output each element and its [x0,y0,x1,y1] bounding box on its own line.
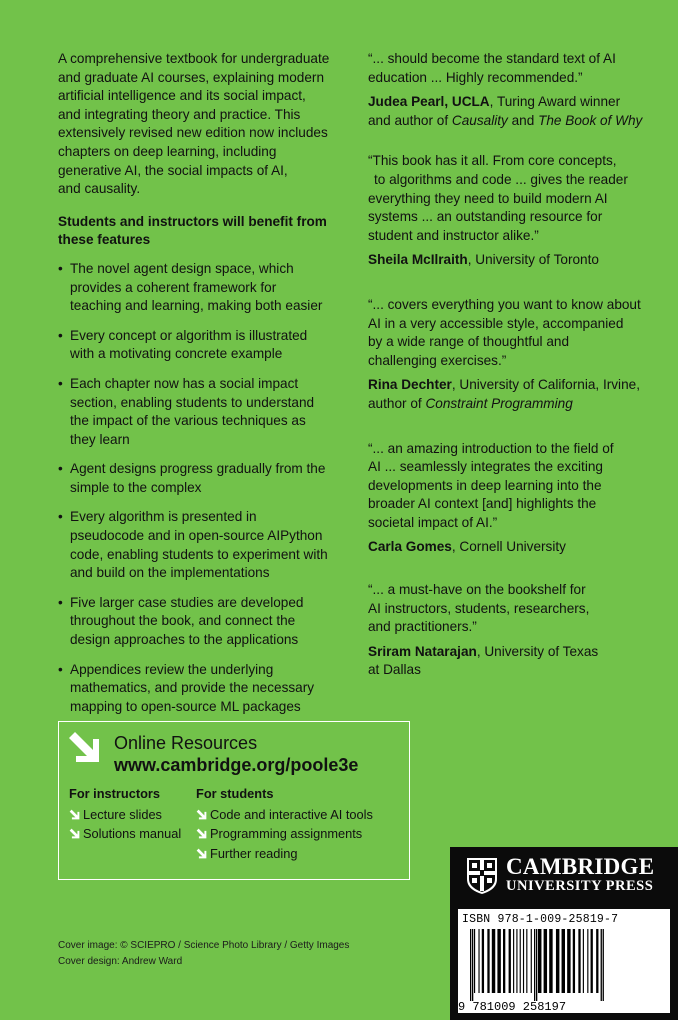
barcode-bar [497,929,500,993]
arrow-down-right-icon [196,828,207,839]
endorsement-quote [368,152,664,270]
barcode-bar [583,929,584,993]
quote-attribution: Sriram Natarajan, University of Texas at Dallas [368,643,599,678]
resource-item: Lecture slides [69,805,181,825]
feature-item: • Every algorithm is presented in pseudocode and in open-source AIPython code, enabling students to experiment with and build on the implementations [58,508,348,582]
endorsement-quote [368,440,664,558]
feature-item: • The novel agent design space, which provides a coherent framework for teaching and learning, making both easier [58,260,348,316]
arrow-down-right-icon [69,828,80,839]
quote-text: “... a must-have on the bookshelf for AI instructors, students, researchers, and practitioners.” [368,582,590,635]
barcode-guard-bar [534,929,535,1001]
instructors-resources [69,784,181,844]
features-heading: Students and instructors will benefit from these features [58,213,327,248]
arrow-down-right-icon [196,848,207,859]
endorsements-column [368,50,664,698]
quote-text: “This book has it all. From core concepts, to algorithms and code ... gives the reader everything they need to build modern AI systems ... an outstanding resource for student and instructor alike.” [368,153,628,243]
barcode-bar [503,929,505,993]
students-heading: For students [196,786,274,801]
publisher-panel [450,847,678,1020]
feature-item: • Each chapter now has a social impact section, enabling students to understand the impact of the various techniques as they learn [58,375,348,449]
barcode-bar [520,929,521,993]
students-resources [196,784,373,863]
barcode-bar [573,929,575,993]
features-list [58,260,348,716]
arrow-down-right-icon [69,809,80,820]
cover-design-credit: Cover design: Andrew Ward [58,955,183,967]
barcode-bar [567,929,570,993]
online-resources-box [58,721,410,880]
online-resources-title: Online Resources [114,733,258,753]
online-resources-url[interactable]: www.cambridge.org/poole3e [114,755,359,775]
barcode-bar [562,929,565,993]
cover-image-credit: Cover image: © SCIEPRO / Science Photo Library / Getty Images [58,940,350,951]
endorsement-quote [368,50,664,130]
isbn-barcode [458,909,670,1013]
barcode-bar [482,929,484,993]
barcode-bar [487,929,489,993]
barcode-bar [596,929,598,993]
instructors-heading: For instructors [69,786,161,801]
barcode-bar [492,929,495,993]
quote-text: “... an amazing introduction to the field of AI ... seamlessly integrates the exciting developments in deep learning into the broader AI context [and] highlights the societal impact of AI.” [368,440,614,530]
barcode-bar [556,929,559,993]
barcode-bar [538,929,541,993]
quote-attribution: Sheila McIlraith, University of Toronto [368,252,599,268]
feature-item: • Every concept or algorithm is illustrated with a motivating concrete example [58,327,348,364]
barcode-bar [578,929,580,993]
barcode-digits: 9 781009 258197 [458,1001,670,1013]
barcode-bars [462,929,666,1001]
isbn-label: ISBN 978-1-009-25819-7 [462,913,619,926]
barcode-bar [474,929,475,993]
barcode-bar [544,929,547,993]
feature-item: • Five larger case studies are developed throughout the book, and connect the design approaches to the applications [58,594,348,650]
quote-text: “... should become the standard text of AI education ... Highly recommended.” [368,51,616,85]
resource-item: Code and interactive AI tools [196,805,373,825]
feature-item: • Agent designs progress gradually from the simple to the complex [58,460,348,497]
barcode-bar [591,929,593,993]
endorsement-quote [368,296,664,414]
endorsement-quote [368,581,664,680]
cover-credits [58,938,349,969]
description-column [58,50,348,727]
publisher-name: CAMBRIDGE [506,854,655,879]
resource-item: Programming assignments [196,824,373,844]
barcode-bar [587,929,588,993]
barcode-guard-bar [536,929,537,1001]
barcode-bar [509,929,511,993]
publisher-subname: UNIVERSITY PRESS [506,878,654,894]
barcode-guard-bar [470,929,471,1001]
quote-text: “... covers everything you want to know about AI in a very accessible style, accompanied by a wide range of thoughtful and challenging exercises.” [368,296,641,368]
cambridge-shield-icon [466,857,498,895]
barcode-guard-bar [601,929,602,1001]
barcode-bar [531,929,532,993]
arrow-down-right-icon [196,809,207,820]
barcode-guard-bar [603,929,604,1001]
barcode-guard-bar [472,929,473,1001]
barcode-bar [516,929,517,993]
barcode-bar [526,929,527,993]
barcode-bar [513,929,514,993]
intro-paragraph: A comprehensive textbook for undergraduate and graduate AI courses, explaining modern artificial intelligence and its social impact, and integrating theory and practice. This extensively revised new edition now includes chapters on deep learning, including generative AI, the social impacts of AI, and causality. [58,51,330,197]
arrow-down-right-icon [67,730,101,764]
resource-item: Solutions manual [69,824,181,844]
barcode-bar [523,929,524,993]
quote-attribution: Carla Gomes, Cornell University [368,539,566,555]
barcode-bar [478,929,479,993]
feature-item: • Appendices review the underlying mathematics, and provide the necessary mapping to open-source ML packages [58,661,348,717]
resource-item: Further reading [196,844,373,864]
barcode-bar [549,929,552,993]
quote-attribution: Judea Pearl, UCLA, Turing Award winner and author of Causality and The Book of Why [368,94,643,128]
quote-attribution: Rina Dechter, University of California, Irvine, author of Constraint Programming [368,377,640,411]
